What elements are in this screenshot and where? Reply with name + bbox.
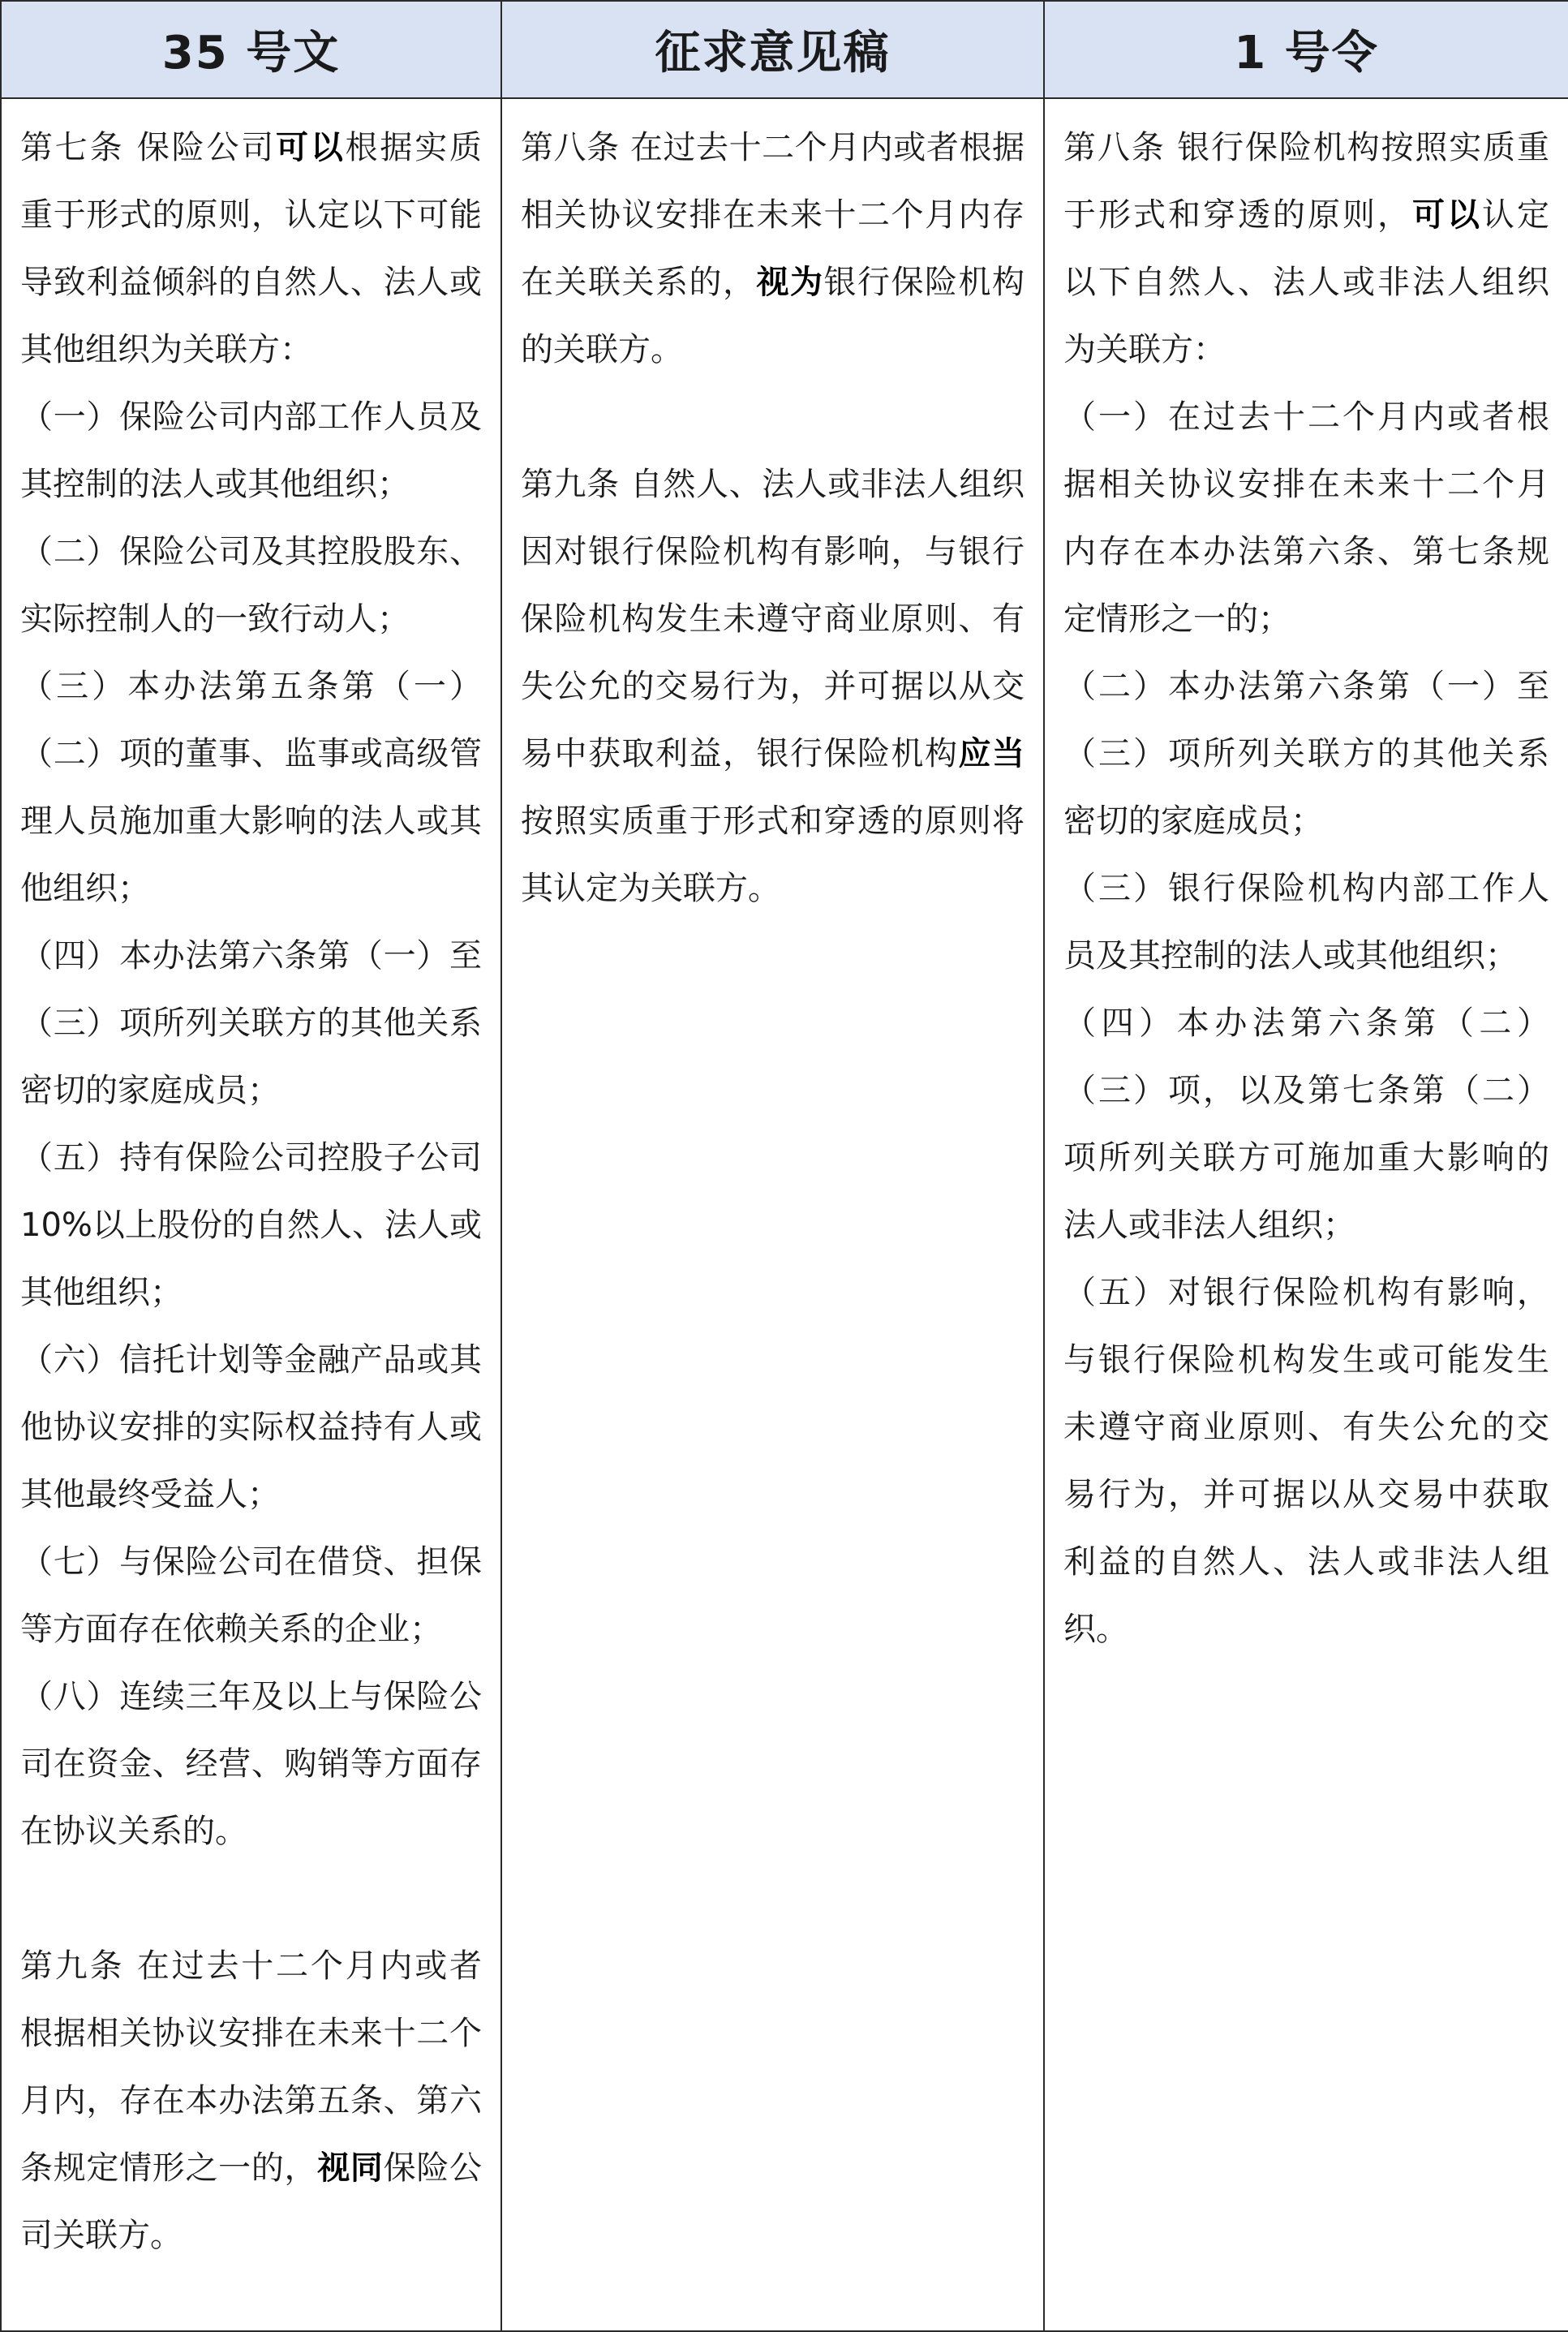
header-order1: 1 号令 bbox=[1044, 1, 1568, 98]
draft-article8: 第八条 在过去十二个月内或者根据相关协议安排在未来十二个月内存在关联关系的，视为银行保险机构的关联方。 bbox=[521, 129, 1025, 368]
emphasis-text: 可以 bbox=[1412, 196, 1482, 234]
list-item: （一）在过去十二个月内或者根据相关协议安排在未来十二个月内存在本办法第六条、第七条规定情形之一的； bbox=[1063, 398, 1549, 638]
list-item: （五）对银行保险机构有影响，与银行保险机构发生或可能发生未遵守商业原则、有失公允的交易行为，并可据以从交易中获取利益的自然人、法人或非法人组织。 bbox=[1063, 1274, 1549, 1648]
list-item: （三）本办法第五条第（一）（二）项的董事、监事或高级管理人员施加重大影响的法人或其他组织； bbox=[20, 668, 482, 907]
list-item: （八）连续三年及以上与保险公司在资金、经营、购销等方面存在协议关系的。 bbox=[20, 1678, 482, 1850]
order1-article8: 第八条 银行保险机构按照实质重于形式和穿透的原则，可以认定以下自然人、法人或非法人组织为关联方： bbox=[1063, 129, 1549, 368]
emphasis-text: 视为 bbox=[756, 264, 824, 301]
doc35-article7: 第七条 保险公司可以根据实质重于形式的原则，认定以下可能导致利益倾斜的自然人、法人或其他组织为关联方： bbox=[20, 129, 483, 368]
emphasis-text: 视同 bbox=[317, 2149, 384, 2187]
list-item: （四）本办法第六条第（二）（三）项，以及第七条第（二）项所列关联方可施加重大影响的法人或非法人组织； bbox=[1063, 1005, 1549, 1244]
emphasis-text: 可以 bbox=[276, 129, 346, 166]
content-row bbox=[1, 98, 1568, 2331]
list-item: （六）信托计划等金融产品或其他协议安排的实际权益持有人或其他最终受益人； bbox=[20, 1341, 482, 1513]
list-item: （七）与保险公司在借贷、担保等方面存在依赖关系的企业； bbox=[20, 1543, 482, 1648]
doc35-cell bbox=[1, 98, 501, 2331]
draft-article9: 第九条 自然人、法人或非法人组织因对银行保险机构有影响，与银行保险机构发生未遵守商业原则、有失公允的交易行为，并可据以从交易中获取利益，银行保险机构应当按照实质重于形式和穿透的原则将其认定为关联方。 bbox=[521, 466, 1025, 907]
list-item: （五）持有保险公司控股子公司 10%以上股份的自然人、法人或其他组织； bbox=[20, 1139, 482, 1311]
list-item: （一）保险公司内部工作人员及其控制的法人或其他组织； bbox=[20, 398, 482, 503]
header-doc35: 35 号文 bbox=[1, 1, 501, 98]
list-item: （四）本办法第六条第（一）至（三）项所列关联方的其他关系密切的家庭成员； bbox=[20, 937, 482, 1109]
header-row bbox=[1, 1, 1568, 98]
doc35-article9: 第九条 在过去十二个月内或者根据相关协议安排在未来十二个月内，存在本办法第五条、第六条规定情形之一的，视同保险公司关联方。 bbox=[20, 1947, 483, 2254]
draft-cell bbox=[501, 98, 1044, 2331]
order1-cell bbox=[1044, 98, 1568, 2331]
header-draft: 征求意见稿 bbox=[501, 1, 1044, 98]
list-item: （二）保险公司及其控股股东、实际控制人的一致行动人； bbox=[20, 533, 482, 638]
list-item: （二）本办法第六条第（一）至（三）项所列关联方的其他关系密切的家庭成员； bbox=[1063, 668, 1549, 840]
emphasis-text: 应当 bbox=[958, 735, 1025, 772]
list-item: （三）银行保险机构内部工作人员及其控制的法人或其他组织； bbox=[1063, 870, 1549, 975]
